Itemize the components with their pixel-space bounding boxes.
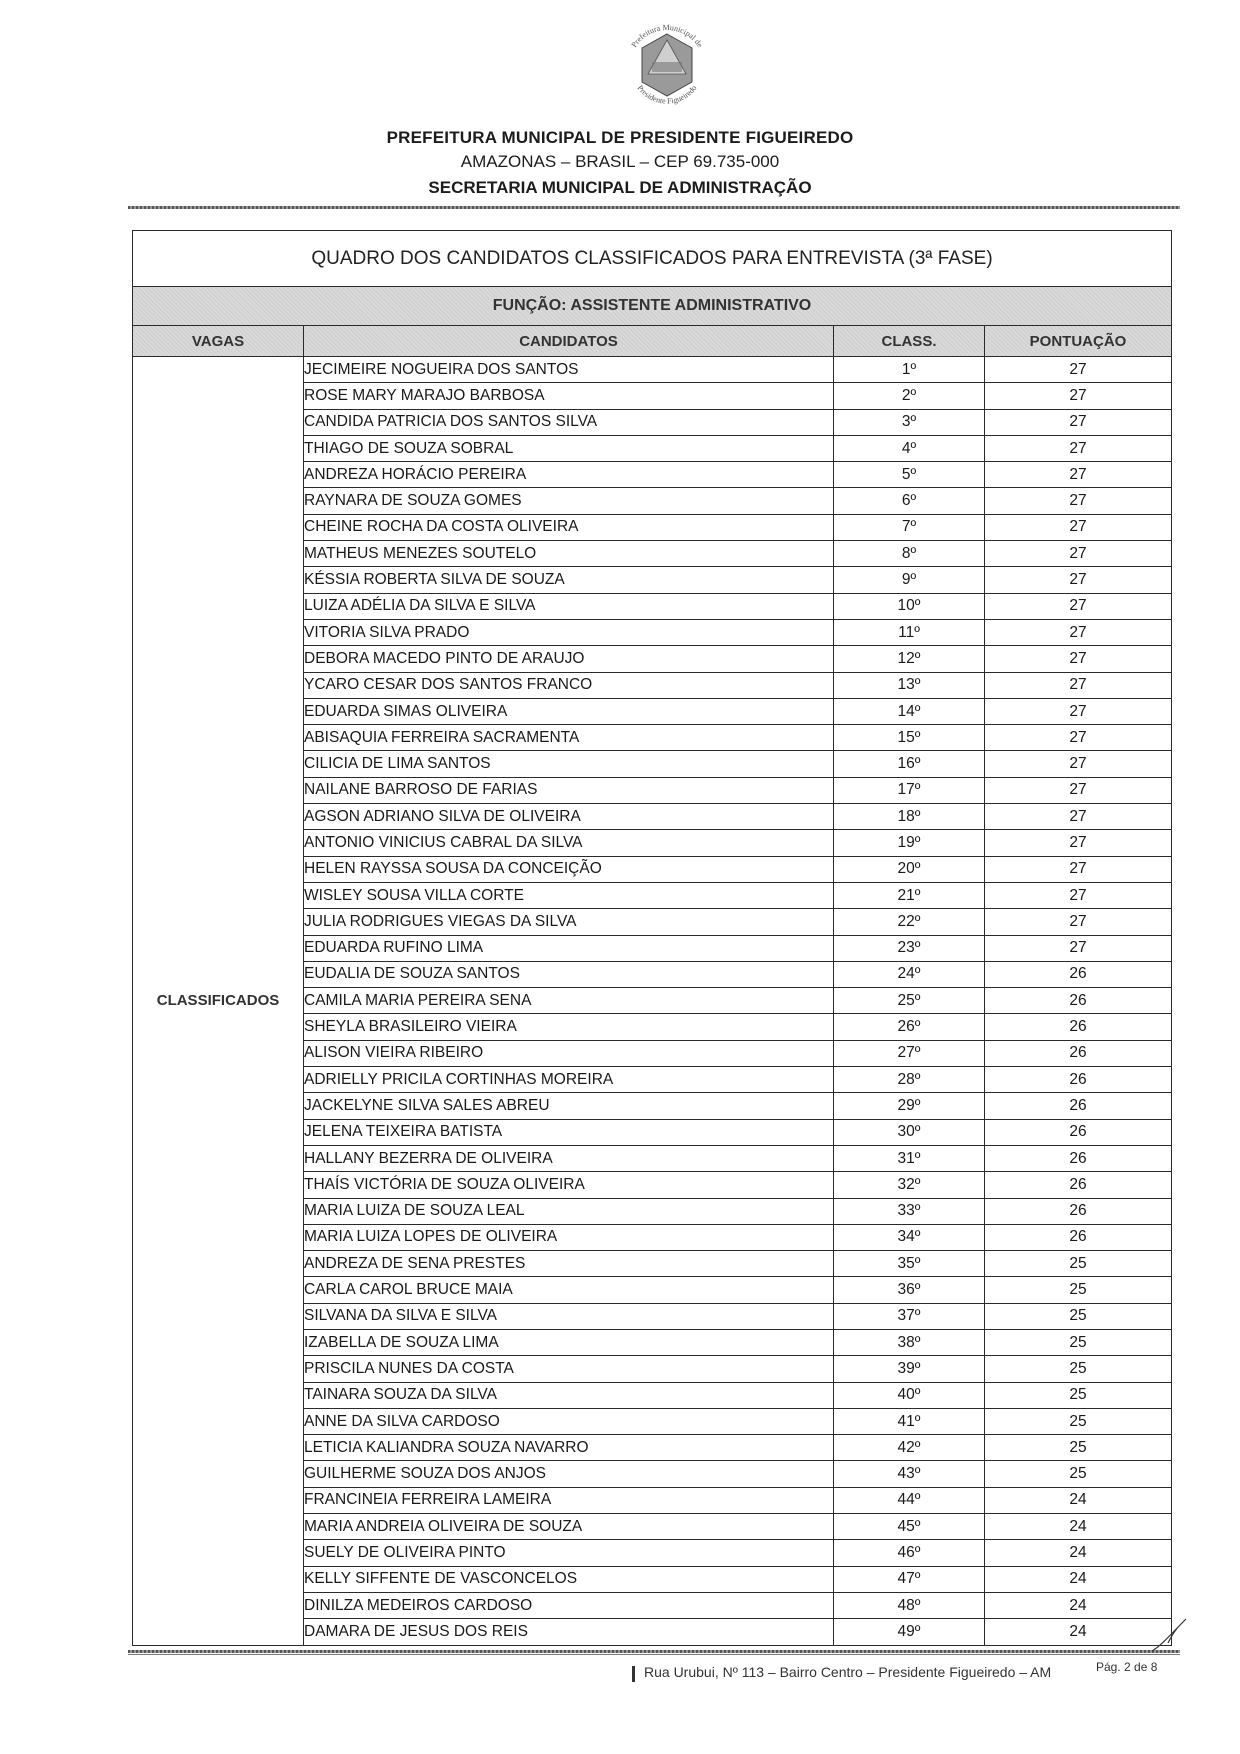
candidate-score: 25 [985, 1329, 1172, 1355]
candidate-class: 3º [834, 409, 985, 435]
candidate-score: 25 [985, 1356, 1172, 1382]
candidate-class: 23º [834, 935, 985, 961]
column-header-candidatos: CANDIDATOS [304, 326, 834, 357]
candidate-class: 24º [834, 961, 985, 987]
candidate-class: 16º [834, 751, 985, 777]
candidate-name: MARIA LUIZA LOPES DE OLIVEIRA [304, 1224, 834, 1250]
candidate-score: 24 [985, 1566, 1172, 1592]
candidate-class: 13º [834, 672, 985, 698]
candidate-name: CARLA CAROL BRUCE MAIA [304, 1277, 834, 1303]
candidate-name: RAYNARA DE SOUZA GOMES [304, 488, 834, 514]
footer-bar-mark [632, 1666, 635, 1682]
candidate-class: 39º [834, 1356, 985, 1382]
candidate-name: AGSON ADRIANO SILVA DE OLIVEIRA [304, 804, 834, 830]
candidate-name: KELLY SIFFENTE DE VASCONCELOS [304, 1566, 834, 1592]
candidate-class: 19º [834, 830, 985, 856]
candidate-name: HALLANY BEZERRA DE OLIVEIRA [304, 1145, 834, 1171]
candidate-class: 17º [834, 777, 985, 803]
candidate-class: 49º [834, 1619, 985, 1645]
table-body [133, 357, 1172, 1646]
candidate-name: SUELY DE OLIVEIRA PINTO [304, 1540, 834, 1566]
candidate-score: 27 [985, 462, 1172, 488]
candidate-name: NAILANE BARROSO DE FARIAS [304, 777, 834, 803]
candidate-class: 8º [834, 541, 985, 567]
candidate-score: 27 [985, 856, 1172, 882]
candidate-score: 27 [985, 830, 1172, 856]
vagas-classificados-cell: CLASSIFICADOS [133, 357, 304, 1646]
function-label: FUNÇÃO: ASSISTENTE ADMINISTRATIVO [133, 287, 1172, 326]
candidate-name: JECIMEIRE NOGUEIRA DOS SANTOS [304, 357, 834, 383]
candidate-score: 26 [985, 1172, 1172, 1198]
candidate-class: 11º [834, 619, 985, 645]
candidate-class: 6º [834, 488, 985, 514]
candidate-score: 27 [985, 409, 1172, 435]
candidate-class: 31º [834, 1145, 985, 1171]
candidate-score: 27 [985, 514, 1172, 540]
candidate-class: 21º [834, 882, 985, 908]
candidate-name: DINILZA MEDEIROS CARDOSO [304, 1592, 834, 1618]
column-header-pontuacao: PONTUAÇÃO [985, 326, 1172, 357]
candidate-name: WISLEY SOUSA VILLA CORTE [304, 882, 834, 908]
candidate-name: DAMARA DE JESUS DOS REIS [304, 1619, 834, 1645]
candidate-name: SILVANA DA SILVA E SILVA [304, 1303, 834, 1329]
candidate-score: 27 [985, 593, 1172, 619]
candidate-class: 30º [834, 1119, 985, 1145]
candidate-name: IZABELLA DE SOUZA LIMA [304, 1329, 834, 1355]
candidate-score: 26 [985, 961, 1172, 987]
footer-divider-thin [128, 1654, 1180, 1655]
candidate-name: EDUARDA RUFINO LIMA [304, 935, 834, 961]
svg-text:Presidente Figueiredo: Presidente Figueiredo [635, 83, 699, 106]
candidate-name: CILICIA DE LIMA SANTOS [304, 751, 834, 777]
candidate-class: 32º [834, 1172, 985, 1198]
candidate-class: 29º [834, 1093, 985, 1119]
footer-address: Rua Urubui, Nº 113 – Bairro Centro – Presidente Figueiredo – AM [644, 1664, 1052, 1680]
header-location: AMAZONAS – BRASIL – CEP 69.735-000 [460, 152, 780, 171]
candidate-name: ANDREZA DE SENA PRESTES [304, 1251, 834, 1277]
header-divider [128, 206, 1180, 209]
candidate-class: 22º [834, 909, 985, 935]
page-number: Pág. 2 de 8 [1096, 1660, 1158, 1674]
candidate-name: MARIA LUIZA DE SOUZA LEAL [304, 1198, 834, 1224]
table-row [133, 357, 1172, 383]
candidate-class: 27º [834, 1040, 985, 1066]
candidate-class: 12º [834, 646, 985, 672]
column-header-class: CLASS. [834, 326, 985, 357]
candidate-class: 41º [834, 1408, 985, 1434]
candidate-class: 34º [834, 1224, 985, 1250]
candidate-name: FRANCINEIA FERREIRA LAMEIRA [304, 1487, 834, 1513]
candidate-score: 26 [985, 1067, 1172, 1093]
candidate-name: YCARO CESAR DOS SANTOS FRANCO [304, 672, 834, 698]
candidate-score: 26 [985, 988, 1172, 1014]
candidate-score: 25 [985, 1382, 1172, 1408]
candidate-name: TAINARA SOUZA DA SILVA [304, 1382, 834, 1408]
candidate-class: 20º [834, 856, 985, 882]
candidate-class: 7º [834, 514, 985, 540]
candidate-class: 37º [834, 1303, 985, 1329]
candidate-class: 36º [834, 1277, 985, 1303]
candidate-score: 27 [985, 909, 1172, 935]
candidate-score: 27 [985, 567, 1172, 593]
candidate-name: ABISAQUIA FERREIRA SACRAMENTA [304, 725, 834, 751]
candidate-name: LUIZA ADÉLIA DA SILVA E SILVA [304, 593, 834, 619]
candidate-score: 27 [985, 935, 1172, 961]
candidate-score: 24 [985, 1514, 1172, 1540]
candidate-score: 27 [985, 357, 1172, 383]
candidate-score: 27 [985, 646, 1172, 672]
candidate-class: 45º [834, 1514, 985, 1540]
candidate-score: 27 [985, 383, 1172, 409]
candidate-score: 27 [985, 488, 1172, 514]
candidate-score: 26 [985, 1224, 1172, 1250]
candidate-class: 28º [834, 1067, 985, 1093]
candidate-score: 27 [985, 882, 1172, 908]
candidate-name: EUDALIA DE SOUZA SANTOS [304, 961, 834, 987]
candidate-score: 27 [985, 435, 1172, 461]
candidate-class: 15º [834, 725, 985, 751]
candidate-class: 1º [834, 357, 985, 383]
candidate-class: 33º [834, 1198, 985, 1224]
candidate-name: CAMILA MARIA PEREIRA SENA [304, 988, 834, 1014]
candidate-class: 26º [834, 1014, 985, 1040]
candidate-score: 27 [985, 541, 1172, 567]
candidates-table [132, 230, 1172, 1646]
candidate-class: 5º [834, 462, 985, 488]
candidate-score: 27 [985, 698, 1172, 724]
candidate-score: 27 [985, 777, 1172, 803]
candidate-name: ROSE MARY MARAJO BARBOSA [304, 383, 834, 409]
candidate-name: THIAGO DE SOUZA SOBRAL [304, 435, 834, 461]
table-title: QUADRO DOS CANDIDATOS CLASSIFICADOS PARA ENTREVISTA (3ª FASE) [133, 231, 1172, 287]
candidate-score: 26 [985, 1119, 1172, 1145]
candidate-name: GUILHERME SOUZA DOS ANJOS [304, 1461, 834, 1487]
candidate-score: 25 [985, 1461, 1172, 1487]
signature-mark [1150, 1615, 1190, 1660]
candidate-name: VITORIA SILVA PRADO [304, 619, 834, 645]
candidate-score: 24 [985, 1619, 1172, 1645]
candidate-score: 27 [985, 804, 1172, 830]
candidate-class: 47º [834, 1566, 985, 1592]
candidate-score: 25 [985, 1303, 1172, 1329]
candidate-name: KÉSSIA ROBERTA SILVA DE SOUZA [304, 567, 834, 593]
footer-divider [128, 1650, 1180, 1653]
candidate-name: PRISCILA NUNES DA COSTA [304, 1356, 834, 1382]
candidate-class: 40º [834, 1382, 985, 1408]
candidate-score: 25 [985, 1435, 1172, 1461]
candidate-score: 25 [985, 1277, 1172, 1303]
candidate-score: 26 [985, 1040, 1172, 1066]
header-prefeitura: PREFEITURA MUNICIPAL DE PRESIDENTE FIGUEIREDO [386, 128, 854, 147]
candidate-score: 26 [985, 1093, 1172, 1119]
candidate-name: ANDREZA HORÁCIO PEREIRA [304, 462, 834, 488]
candidate-class: 14º [834, 698, 985, 724]
candidate-score: 25 [985, 1408, 1172, 1434]
candidate-name: CHEINE ROCHA DA COSTA OLIVEIRA [304, 514, 834, 540]
candidate-name: CANDIDA PATRICIA DOS SANTOS SILVA [304, 409, 834, 435]
candidate-class: 48º [834, 1592, 985, 1618]
candidate-class: 35º [834, 1251, 985, 1277]
candidate-name: JULIA RODRIGUES VIEGAS DA SILVA [304, 909, 834, 935]
candidate-class: 25º [834, 988, 985, 1014]
candidate-class: 9º [834, 567, 985, 593]
candidate-name: THAÍS VICTÓRIA DE SOUZA OLIVEIRA [304, 1172, 834, 1198]
candidate-class: 38º [834, 1329, 985, 1355]
candidate-class: 44º [834, 1487, 985, 1513]
candidate-score: 27 [985, 619, 1172, 645]
candidate-score: 27 [985, 751, 1172, 777]
candidate-name: SHEYLA BRASILEIRO VIEIRA [304, 1014, 834, 1040]
candidate-name: LETICIA KALIANDRA SOUZA NAVARRO [304, 1435, 834, 1461]
candidate-name: MARIA ANDREIA OLIVEIRA DE SOUZA [304, 1514, 834, 1540]
candidate-score: 27 [985, 725, 1172, 751]
candidate-score: 25 [985, 1251, 1172, 1277]
header-secretaria: SECRETARIA MUNICIPAL DE ADMINISTRAÇÃO [428, 178, 812, 197]
candidate-class: 42º [834, 1435, 985, 1461]
candidate-name: ANTONIO VINICIUS CABRAL DA SILVA [304, 830, 834, 856]
candidate-name: HELEN RAYSSA SOUSA DA CONCEIÇÃO [304, 856, 834, 882]
candidate-class: 46º [834, 1540, 985, 1566]
candidate-name: MATHEUS MENEZES SOUTELO [304, 541, 834, 567]
svg-text:Prefeitura Municipal de: Prefeitura Municipal de [629, 22, 705, 50]
candidate-score: 26 [985, 1014, 1172, 1040]
candidate-score: 26 [985, 1198, 1172, 1224]
candidate-class: 18º [834, 804, 985, 830]
candidate-score: 24 [985, 1592, 1172, 1618]
candidate-name: ADRIELLY PRICILA CORTINHAS MOREIRA [304, 1067, 834, 1093]
candidate-score: 27 [985, 672, 1172, 698]
candidate-name: DEBORA MACEDO PINTO DE ARAUJO [304, 646, 834, 672]
candidate-class: 43º [834, 1461, 985, 1487]
candidate-class: 10º [834, 593, 985, 619]
candidate-name: JELENA TEIXEIRA BATISTA [304, 1119, 834, 1145]
candidate-name: ALISON VIEIRA RIBEIRO [304, 1040, 834, 1066]
candidate-score: 24 [985, 1540, 1172, 1566]
candidate-name: JACKELYNE SILVA SALES ABREU [304, 1093, 834, 1119]
candidate-class: 4º [834, 435, 985, 461]
candidate-name: ANNE DA SILVA CARDOSO [304, 1408, 834, 1434]
column-header-vagas: VAGAS [133, 326, 304, 357]
candidate-score: 26 [985, 1145, 1172, 1171]
candidate-score: 24 [985, 1487, 1172, 1513]
municipal-seal-logo [612, 12, 722, 122]
candidate-class: 2º [834, 383, 985, 409]
candidate-name: EDUARDA SIMAS OLIVEIRA [304, 698, 834, 724]
